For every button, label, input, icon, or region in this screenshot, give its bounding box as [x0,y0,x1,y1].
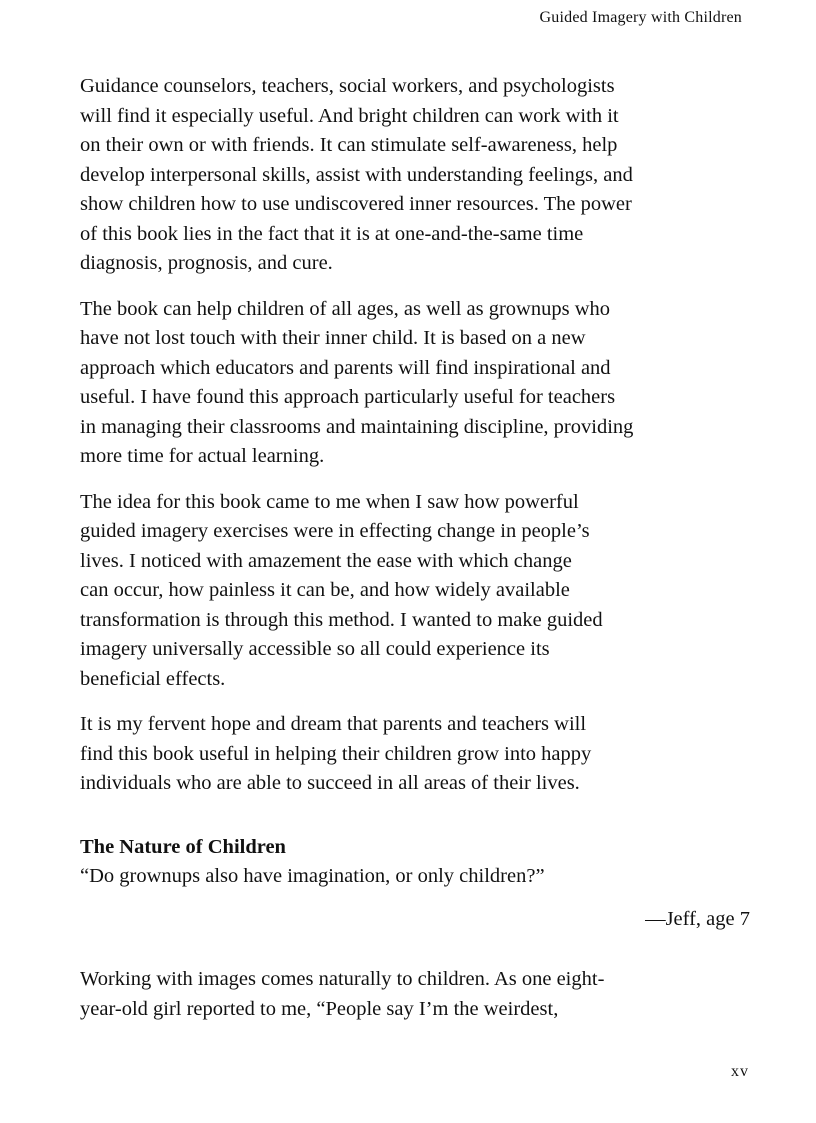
text-line: show children how to use undiscovered inner resources. The power [80,193,632,215]
paragraph [80,488,750,695]
text-line: find this book useful in helping their children grow into happy [80,742,592,765]
text-line: approach which educators and parents will find inspirational and [80,356,611,379]
paragraph [80,72,750,279]
epigraph-quote: “Do grownups also have imagination, or only children?” [80,865,545,887]
running-head: Guided Imagery with Children [539,9,742,26]
text-line: individuals who are able to succeed in all areas of their lives. [80,772,580,794]
body-text [80,72,750,1040]
section-heading: The Nature of Children [80,835,286,858]
paragraph [80,710,750,799]
text-line: have not lost touch with their inner child. It is based on a new [80,327,586,349]
text-line: The book can help children of all ages, as well as grownups who [80,297,611,320]
text-line: useful. I have found this approach particularly useful for teachers [80,386,616,408]
text-line: transformation is through this method. I wanted to make guided [80,608,603,631]
text-line: can occur, how painless it can be, and how widely available [80,579,570,601]
text-line: in managing their classrooms and maintaining discipline, providing [80,415,634,438]
text-line: year-old girl reported to me, “People say I’m the weirdest, [80,997,559,1020]
text-line: beneficial effects. [80,667,226,690]
paragraph [80,295,750,472]
text-line: imagery universally accessible so all could experience its [80,638,550,660]
text-line: develop interpersonal skills, assist with understanding feelings, and [80,163,633,186]
epigraph-attribution: —Jeff, age 7 [645,907,750,930]
page-number: xv [731,1063,749,1080]
text-line: more time for actual learning. [80,445,325,467]
text-line: The idea for this book came to me when I saw how powerful [80,490,579,513]
text-line: on their own or with friends. It can stimulate self-awareness, help [80,134,618,156]
text-line: lives. I noticed with amazement the ease with which change [80,549,572,572]
text-line: will find it especially useful. And bright children can work with it [80,104,619,127]
text-line: It is my fervent hope and dream that parents and teachers will [80,713,587,735]
text-line: diagnosis, prognosis, and cure. [80,252,333,274]
paragraph [80,965,750,1024]
text-line: of this book lies in the fact that it is at one-and-the-same time [80,222,584,245]
text-line: guided imagery exercises were in effecting change in people’s [80,520,590,542]
text-line: Guidance counselors, teachers, social workers, and psychologists [80,75,615,97]
text-line: Working with images comes naturally to children. As one eight- [80,968,605,990]
